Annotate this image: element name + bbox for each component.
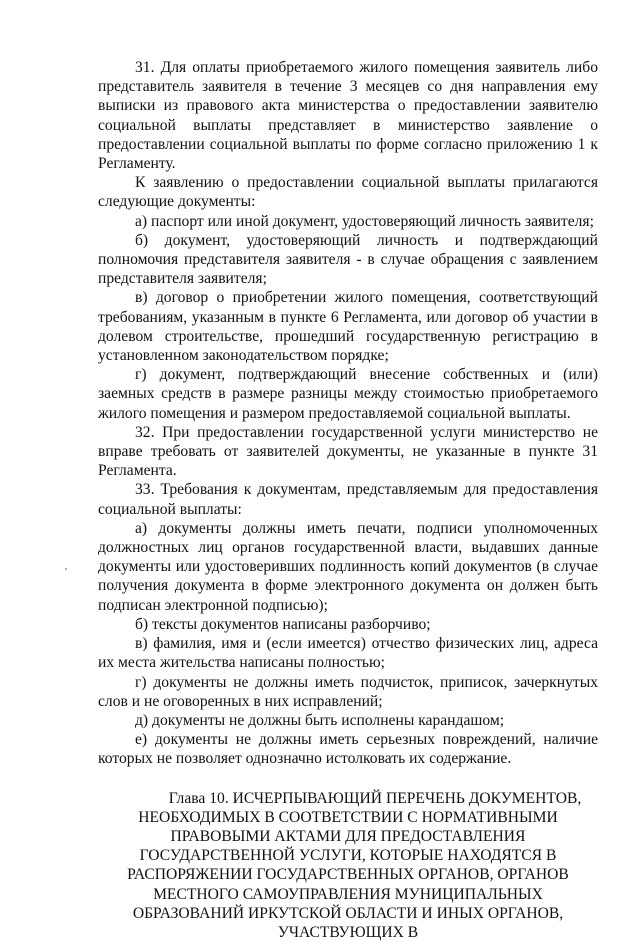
- requirement-g-no-corrections: г) документы не должны иметь подчисток, приписок, зачеркнутых слов и не оговоренных в них исправлений;: [98, 673, 598, 710]
- requirement-d-no-pencil: д) документы не должны быть исполнены карандашом;: [135, 711, 505, 729]
- document-page: [98, 58, 598, 942]
- requirement-e-no-damage: е) документы не должны иметь серьезных повреждений, наличие которых не позволяет однозначно истолковать их содержание.: [98, 731, 598, 768]
- chapter-heading: [98, 789, 598, 942]
- paragraph-attachments-intro: К заявлению о предоставлении социальной выплаты прилагаются следующие документы:: [98, 174, 598, 211]
- paragraph-31: 31. Для оплаты приобретаемого жилого помещения заявитель либо представитель заявителя в течение 3 месяцев со дня направления ему выписки из правового акта министерства о предоставлении заявителю социальной выплаты представляет в министерство заявление о предоставлении социальной выплаты по форме согласно приложению 1 к Регламенту.: [98, 59, 598, 173]
- paragraph-32: 32. При предоставлении государственной услуги министерство не вправе требовать от заявителей документы, не указанные в пункте 31 Регламента.: [98, 423, 598, 480]
- chapter-heading-rest: НЕОБХОДИМЫХ В СООТВЕТСТВИИ С НОРМАТИВНЫМИ ПРАВОВЫМИ АКТАМИ ДЛЯ ПРЕДОСТАВЛЕНИЯ ГОСУДАРСТВЕННОЙ УСЛУГИ, КОТОРЫЕ НАХОДЯТСЯ В РАСПОРЯЖЕНИИ ГОСУДАРСТВЕННЫХ ОРГАНОВ, ОРГАНОВ МЕСТНОГО САМОУПРАВЛЕНИЯ МУНИЦИПАЛЬНЫХ ОБРАЗОВАНИЙ ИРКУТСКОЙ ОБЛАСТИ И ИНЫХ ОРГАНОВ, УЧАСТВУЮЩИХ В: [127, 808, 569, 941]
- scan-speck: [65, 568, 67, 570]
- list-item-g-funds: г) документ, подтверждающий внесение собственных и (или) заемных средств в размере разницы между стоимостью приобретаемого жилого помещения и размером предоставляемой социальной выплаты.: [98, 366, 598, 422]
- list-item-v-contract: в) договор о приобретении жилого помещения, соответствующий требованиям, указанным в пункте 6 Регламента, или договор об участии в долевом строительстве, прошедший государственную регистрацию в установленном законодательством порядке;: [98, 289, 598, 365]
- requirement-v-full-names: в) фамилия, имя и (если имеется) отчество физических лиц, адреса их места жительства написаны полностью;: [98, 635, 598, 672]
- chapter-heading-first-line: Глава 10. ИСЧЕРПЫВАЮЩИЙ ПЕРЕЧЕНЬ ДОКУМЕНТОВ,: [168, 789, 582, 807]
- list-item-b-representative: б) документ, удостоверяющий личность и подтверждающий полномочия представителя заявителя - в случае обращения с заявлением представителя заявителя;: [98, 231, 598, 288]
- requirement-a-seals: а) документы должны иметь печати, подписи уполномоченных должностных лиц органов государственной власти, выдавших данные документы или удостоверивших подлинность копий документов (в случае получения документа в форме электронного документа он должен быть подписан электронной подписью);: [98, 519, 598, 614]
- list-item-a-passport: а) паспорт или иной документ, удостоверяющий личность заявителя;: [135, 212, 594, 230]
- requirement-b-legible: б) тексты документов написаны разборчиво;: [135, 615, 431, 633]
- paragraph-33: 33. Требования к документам, представляемым для предоставления социальной выплаты:: [98, 481, 598, 518]
